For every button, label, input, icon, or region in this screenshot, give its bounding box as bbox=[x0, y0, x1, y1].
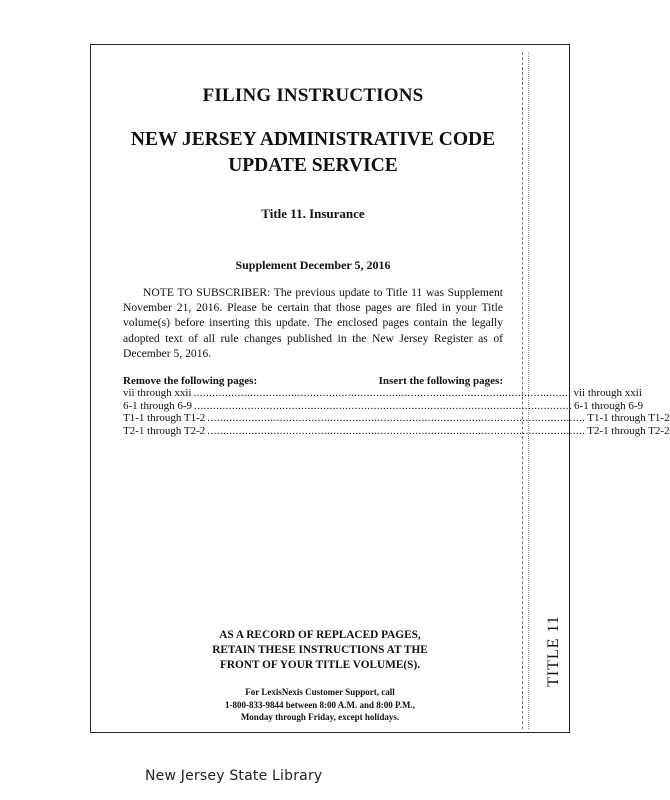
remove-pages: vii through xxii bbox=[123, 387, 192, 400]
table-row bbox=[123, 424, 670, 438]
code-title-heading bbox=[123, 127, 503, 179]
customer-support-info bbox=[190, 686, 450, 724]
filing-instructions-heading: FILING INSTRUCTIONS bbox=[202, 85, 424, 106]
supplement-date: Supplement December 5, 2016 bbox=[235, 258, 391, 272]
insert-pages: 6-1 through 6-9 bbox=[574, 399, 644, 412]
remove-header: Remove the following pages: bbox=[123, 375, 258, 388]
table-row bbox=[123, 387, 642, 400]
code-title-line2: UPDATE SERVICE bbox=[228, 155, 398, 176]
support-line1: For LexisNexis Customer Support, call bbox=[245, 687, 395, 697]
record-line3: FRONT OF YOUR TITLE VOLUME(S). bbox=[219, 659, 421, 671]
leader-dots: ........................................................................................................................ bbox=[207, 424, 586, 437]
support-line3: Monday through Friday, except holidays. bbox=[240, 712, 400, 723]
side-tab-label: TITLE 11 bbox=[545, 615, 563, 687]
leader-dots: ........................................................................................................................ bbox=[193, 387, 572, 400]
insert-pages: T1-1 through T1-2 bbox=[587, 412, 670, 425]
insert-header: Insert the following pages: bbox=[378, 375, 503, 388]
remove-pages: 6-1 through 6-9 bbox=[123, 399, 193, 412]
record-line2: RETAIN THESE INSTRUCTIONS AT THE bbox=[212, 644, 428, 656]
table-row bbox=[123, 399, 644, 413]
record-line1: AS A RECORD OF REPLACED PAGES, bbox=[219, 629, 421, 641]
pages-table bbox=[123, 387, 670, 437]
support-line2: 1-800-833-9844 between 8:00 A.M. and 8:00 P.M., bbox=[225, 699, 415, 710]
insert-pages: T2-1 through T2-2 bbox=[587, 424, 670, 437]
record-notice bbox=[190, 628, 450, 673]
leader-dots: ........................................................................................................................ bbox=[194, 399, 573, 412]
pages-table-header bbox=[123, 375, 503, 387]
table-row bbox=[123, 412, 670, 425]
leader-dots: ........................................................................................................................ bbox=[207, 412, 586, 425]
title-name: Title 11. Insurance bbox=[261, 206, 365, 221]
title-side-tab bbox=[540, 592, 568, 710]
code-title-line1: NEW JERSEY ADMINISTRATIVE CODE bbox=[130, 129, 496, 150]
remove-pages: T2-1 through T2-2 bbox=[123, 424, 206, 437]
library-stamp: New Jersey State Library bbox=[145, 768, 323, 784]
document-body bbox=[123, 85, 670, 437]
subscriber-note: NOTE TO SUBSCRIBER: The previous update to Title 11 was Supplement November 21, 2016. Please be certain that those pages are filed in your Title volume(s) before inserting this update. The enclosed pages contain the legally adopted text of all rule changes published in the New Jersey Register as of December 5, 2016. bbox=[123, 286, 503, 360]
remove-pages: T1-1 through T1-2 bbox=[123, 412, 206, 425]
insert-pages: vii through xxii bbox=[573, 387, 642, 400]
